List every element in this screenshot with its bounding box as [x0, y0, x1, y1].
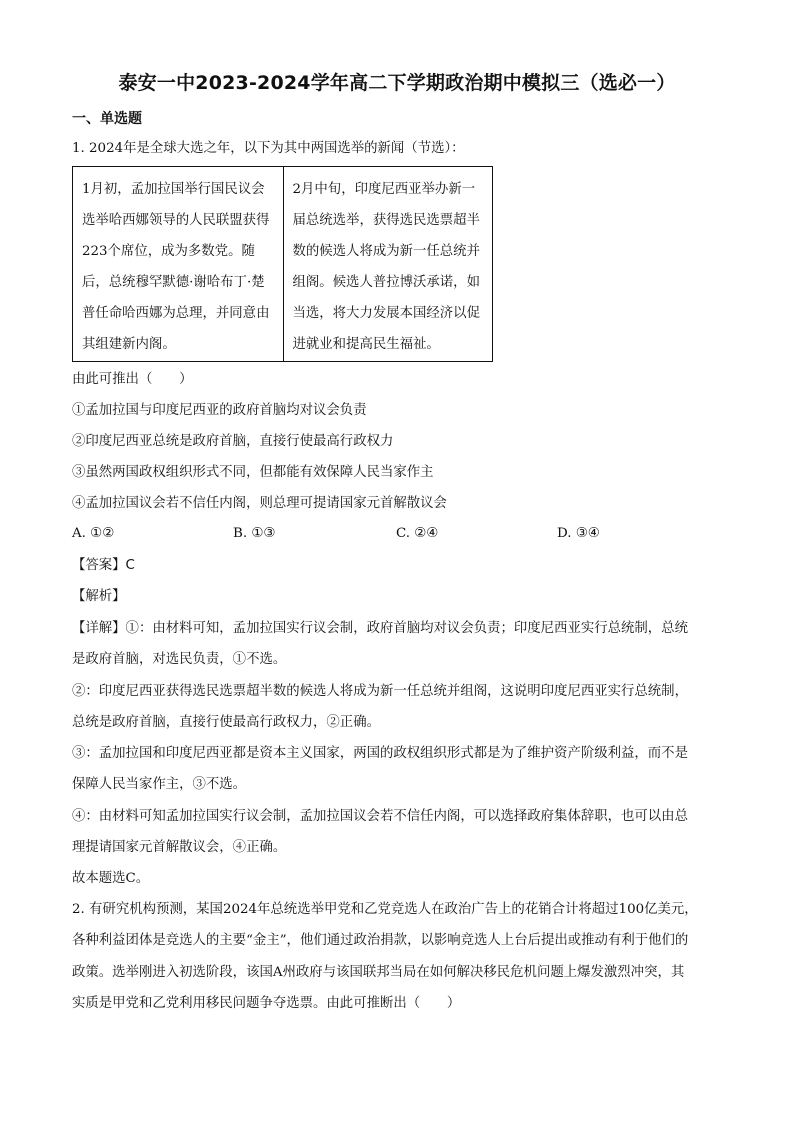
statement-4: ④孟加拉国议会若不信任内阁，则总理可提请国家元首解散议会 — [72, 496, 447, 511]
page-title: 泰安一中2023-2024学年高二下学期政治期中模拟三（选必一） — [118, 72, 676, 94]
news-cell-bangladesh: 1月初，孟加拉国举行国民议会选举哈西娜领导的人民联盟获得223个席位，成为多数党。随后，总统穆罕默德·谢哈布丁·楚普任命哈西娜为总理，并同意由其组建新内阁。 — [82, 182, 270, 352]
analysis-line: ④：由材料可知孟加拉国实行议会制，孟加拉国议会若不信任内阁，可以选择政府集体辞职，也可以由总 — [72, 809, 688, 824]
question-1-prompt: 由此可推出（ ） — [72, 372, 193, 387]
question-2-line: 实质是甲党和乙党利用移民问题争夺选票。由此可推断出（ ） — [72, 996, 461, 1011]
question-1-stem: 1. 2024年是全球大选之年，以下为其中两国选举的新闻（节选）： — [72, 141, 465, 156]
analysis-line: 总统是政府首脑，直接行使最高行政权力，②正确。 — [72, 715, 380, 730]
analysis-line: 【详解】①：由材料可知，孟加拉国实行议会制，政府首脑均对议会负责；印度尼西亚实行总统制，总统 — [72, 621, 688, 636]
statement-2: ②印度尼西亚总统是政府首脑，直接行使最高行政权力 — [72, 434, 394, 449]
section-heading: 一、单选题 — [72, 111, 142, 127]
answer-label: 【答案】C — [72, 558, 135, 573]
analysis-line: 理提请国家元首解散议会，④正确。 — [72, 840, 287, 855]
question-2-line: 政策。选举刚进入初选阶段，该国A州政府与该国联邦当局在如何解决移民危机问题上爆发激烈冲突，其 — [72, 965, 685, 980]
option-c: C. ②④ — [396, 526, 439, 541]
option-a: A. ①② — [72, 526, 115, 541]
option-d: D. ③④ — [557, 526, 600, 541]
question-2-line: 2. 有研究机构预测，某国2024年总统选举甲党和乙党竞选人在政治广告上的花销合计将超过100亿美元， — [72, 902, 698, 917]
analysis-label: 【解析】 — [72, 589, 126, 604]
news-cell-indonesia: 2月中旬，印度尼西亚举办新一届总统选举，获得选民选票超半数的候选人将成为新一任总统并组阁。候选人普拉博沃承诺，如当选，将大力发展本国经济以促进就业和提高民生福祉。 — [283, 167, 493, 361]
analysis-conclusion: 故本题选C。 — [72, 871, 150, 886]
question-2-line: 各种利益团体是竞选人的主要“金主”，他们通过政治捐款，以影响竞选人上台后提出或推动有利于他们的 — [72, 933, 689, 948]
option-b: B. ①③ — [233, 526, 276, 541]
analysis-line: 保障人民当家作主，③不选。 — [72, 777, 247, 792]
analysis-line: 是政府首脑，对选民负责，①不选。 — [72, 652, 287, 667]
news-table — [72, 166, 493, 362]
analysis-line: ②：印度尼西亚获得选民选票超半数的候选人将成为新一任总统并组阁，这说明印度尼西亚实行总统制， — [72, 684, 688, 699]
analysis-line: ③：孟加拉国和印度尼西亚都是资本主义国家，两国的政权组织形式都是为了维护资产阶级利益，而不是 — [72, 746, 688, 761]
statement-3: ③虽然两国政权组织形式不同，但都能有效保障人民当家作主 — [72, 465, 434, 480]
statement-1: ①孟加拉国与印度尼西亚的政府首脑均对议会负责 — [72, 403, 367, 418]
